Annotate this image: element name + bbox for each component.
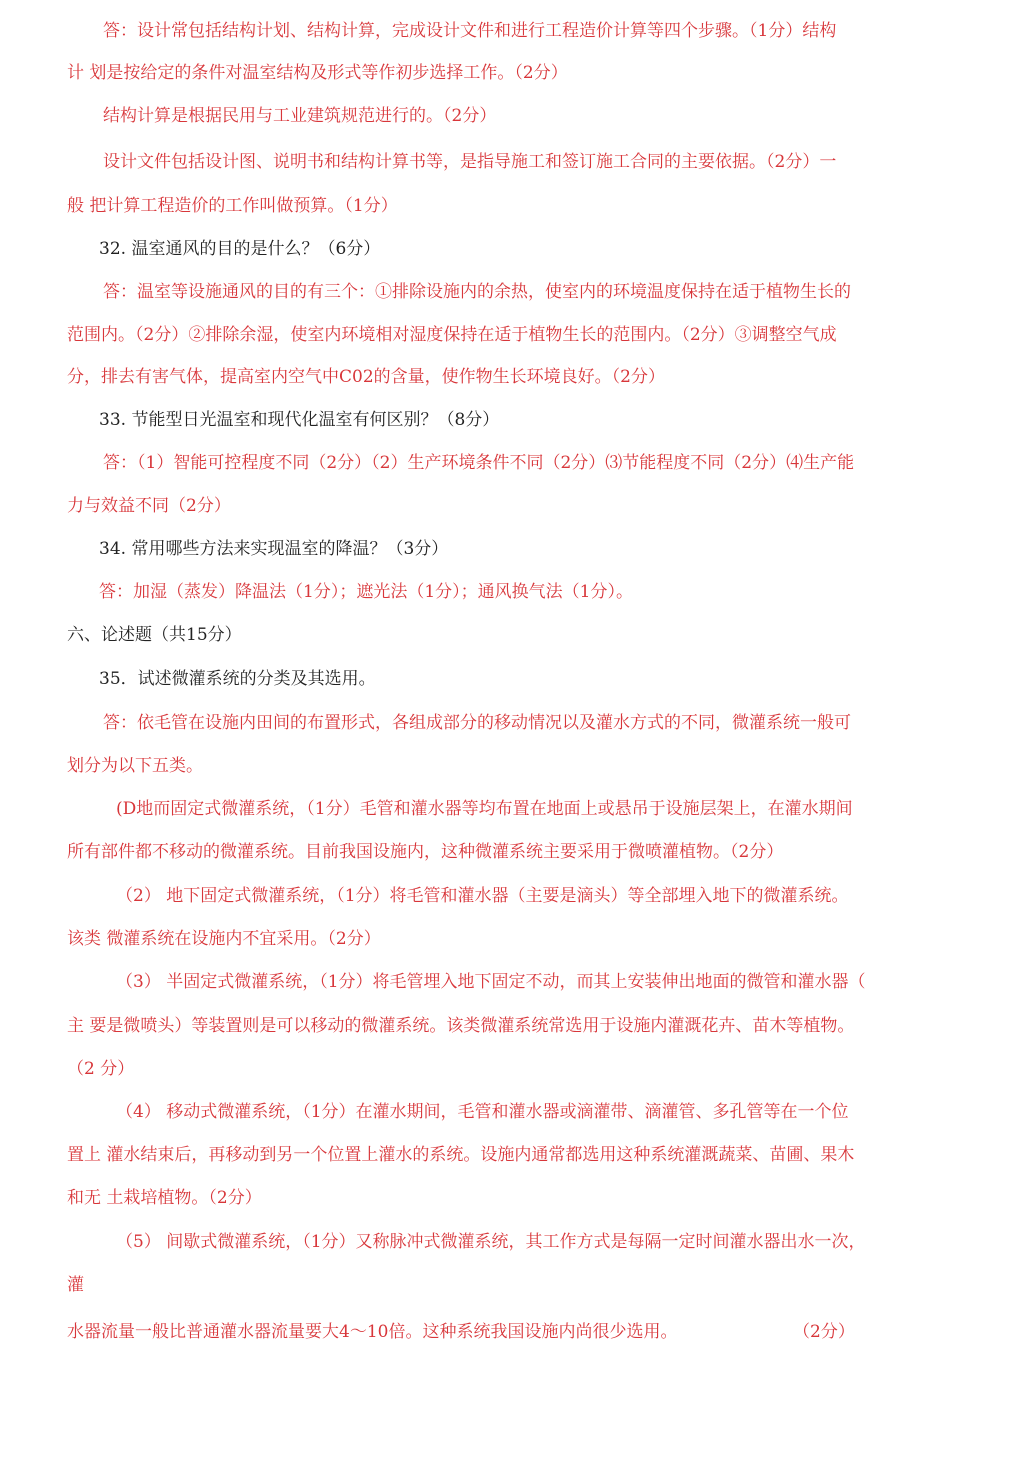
answer-35-item-1-line-1: (D地而固定式微灌系统，（1分）毛管和灌水器等均布置在地面上或悬吊于设施层架上，在灌水期间 [116,799,853,819]
answer-35-item-3-line-3: （2 分） [67,1059,135,1079]
answer-35-item-5-score: （2分） [793,1322,855,1342]
answer-35-item-2-line-2: 该类 微灌系统在设施内不宜采用。（2分） [67,929,381,949]
answer-35-item-5-line-1: （5） 间歇式微灌系统，（1分）又称脉冲式微灌系统，其工作方式是每隔一定时间灌水器出水一次， [116,1232,866,1252]
answer-35-item-3-line-2: 主 要是微喷头）等装置则是可以移动的微灌系统。该类微灌系统常选用于设施内灌溉花卉、苗木等植物。 [67,1016,855,1036]
answer-35-item-4-line-1: （4） 移动式微灌系统，（1分）在灌水期间，毛管和灌水器或滴灌带、滴灌管、多孔管等在一个位 [116,1102,849,1122]
answer-32-line-3: 分，排去有害气体，提高室内空气中C02的含量，使作物生长环境良好。（2分） [67,367,665,387]
question-34: 34. 常用哪些方法来实现温室的降温？（3分） [99,539,449,559]
answer-32-line-2: 范围内。（2分）②排除余湿，使室内环境相对湿度保持在适于植物生长的范围内。（2分）③调整空气成 [67,325,837,345]
answer-31-line-4: 设计文件包括设计图、说明书和结构计算书等，是指导施工和签订施工合同的主要依据。（2分）一 [103,152,837,172]
answer-35-item-4-line-3: 和无 土栽培植物。（2分） [67,1188,262,1208]
answer-33-line-2: 力与效益不同（2分） [67,496,231,516]
answer-35-item-1-line-2: 所有部件都不移动的微灌系统。目前我国设施内，这种微灌系统主要采用于微喷灌植物。（2分） [67,842,784,862]
answer-31-line-5: 般 把计算工程造价的工作叫做预算。（1分） [67,196,398,216]
answer-33-line-1: 答：（1）智能可控程度不同（2分）（2）生产环境条件不同（2分）⑶节能程度不同（2分）⑷生产能 [103,453,855,473]
answer-35-intro-line-2: 划分为以下五类。 [67,756,203,776]
answer-31-line-1: 答：设计常包括结构计划、结构计算，完成设计文件和进行工程造价计算等四个步骤。（1分）结构 [103,21,837,41]
answer-35-item-3-line-1: （3） 半固定式微灌系统，（1分）将毛管埋入地下固定不动，而其上安装伸出地面的微管和灌水器（ [116,972,866,992]
answer-35-item-4-line-2: 置上 灌水结束后，再移动到另一个位置上灌水的系统。设施内通常都选用这种系统灌溉蔬菜、苗圃、果木 [67,1145,855,1165]
answer-31-line-2: 计 划是按给定的条件对温室结构及形式等作初步选择工作。（2分） [67,63,568,83]
answer-34: 答：加湿（蒸发）降温法（1分）；遮光法（1分）；通风换气法（1分）。 [99,582,633,602]
answer-35-item-5-line-3: 水器流量一般比普通灌水器流量要大4～10倍。这种系统我国设施内尚很少选用。 [67,1322,678,1342]
question-32: 32. 温室通风的目的是什么？（6分） [99,239,381,259]
section-heading-essay: 六、论述题（共15分） [67,625,242,645]
answer-35-item-5-line-2: 灌 [67,1275,84,1295]
answer-32-line-1: 答：温室等设施通风的目的有三个：①排除设施内的余热，使室内的环境温度保持在适于植物生长的 [103,282,851,302]
answer-31-line-3: 结构计算是根据民用与工业建筑规范进行的。（2分） [103,106,497,126]
question-35: 35．试述微灌系统的分类及其选用。 [99,669,376,689]
answer-35-intro-line-1: 答：依毛管在设施内田间的布置形式，各组成部分的移动情况以及灌水方式的不同，微灌系统一般可 [103,713,851,733]
answer-35-item-2-line-1: （2） 地下固定式微灌系统，（1分）将毛管和灌水器（主要是滴头）等全部埋入地下的微灌系统。 [116,886,849,906]
question-33: 33. 节能型日光温室和现代化温室有何区别？（8分） [99,410,500,430]
